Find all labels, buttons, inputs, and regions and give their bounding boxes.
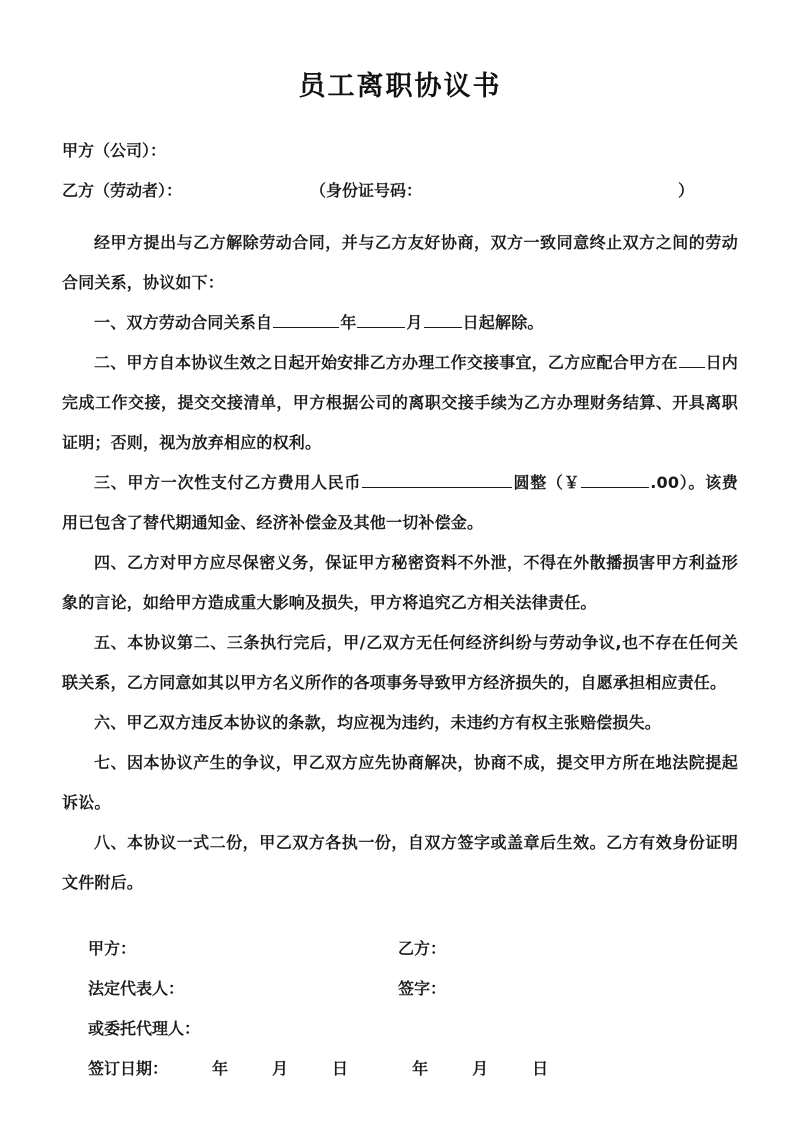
- signature-row-agent: [62, 1009, 738, 1049]
- date-a-month: 月: [272, 1059, 289, 1078]
- clause-text: .00）。该费用已包含了替代期通知金、经济补偿金及其他一切补偿金。: [62, 473, 738, 532]
- clause-text: 五、本协议第二、三条执行完后，甲/乙双方无任何经济纠纷与劳动争议,也不存在任何关联关系，乙方同意如其以甲方名义所作的各项事务导致甲方经济损失的，自愿承担相应责任。: [62, 633, 738, 692]
- signature-row-party: [62, 929, 738, 969]
- date-gap-a3: [288, 1049, 332, 1089]
- signature-block: [62, 929, 738, 1089]
- signature-row-representative: [62, 969, 738, 1009]
- date-gap-a1: [168, 1049, 212, 1089]
- clause-paragraph: [62, 543, 738, 623]
- preamble-paragraph: 经甲方提出与乙方解除劳动合同，并与乙方友好协商，双方一致同意终止双方之间的劳动合同关系，协议如下：: [62, 233, 738, 292]
- clause-paragraph: [62, 743, 738, 823]
- clause-text: 七、因本协议产生的争议，甲乙双方应先协商解决，协商不成，提交甲方所在地法院提起诉讼。: [62, 753, 738, 812]
- party-b-id-close: ）: [678, 181, 695, 200]
- signing-date-label: 签订日期：: [88, 1059, 169, 1078]
- legal-representative-label: 法定代表人：: [88, 979, 185, 998]
- party-a-label: 甲方（公司）：: [62, 141, 167, 160]
- clause-paragraph: [62, 303, 738, 343]
- date-gap-b3: [488, 1049, 532, 1089]
- signature-row-agent-right: [398, 1009, 738, 1049]
- clause-text: 年: [340, 313, 357, 332]
- party-b-label: 乙方（劳动者）：: [62, 181, 183, 200]
- clause-text: 圆整（￥: [513, 473, 581, 492]
- clause-paragraph: [62, 343, 738, 463]
- signature-party-a-label: 甲方：: [88, 939, 137, 958]
- fill-in-blank[interactable]: [581, 470, 649, 488]
- clause-text: 月: [406, 313, 423, 332]
- clause-paragraph: [62, 623, 738, 703]
- date-gap-a2: [228, 1049, 272, 1089]
- date-gap-b2: [428, 1049, 472, 1089]
- party-b-line: [62, 171, 738, 211]
- clause-text: 四、乙方对甲方应尽保密义务，保证甲方秘密资料不外泄，不得在外散播损害甲方利益形象的言论，如给甲方造成重大影响及损失，甲方将追究乙方相关法律责任。: [62, 553, 738, 612]
- signature-date-row: [62, 1049, 738, 1089]
- page-title: 员工离职协议书: [298, 71, 502, 102]
- clause-paragraph: [62, 823, 738, 903]
- employee-signature-label: 签字：: [398, 979, 447, 998]
- date-b-year: 年: [412, 1059, 429, 1078]
- clause-text: 六、甲乙双方违反本协议的条款，均应视为违约，未违约方有权主张赔偿损失。: [94, 713, 662, 732]
- clause-text: 三、甲方一次性支付乙方费用人民币: [94, 473, 362, 492]
- date-b-month: 月: [472, 1059, 489, 1078]
- fill-in-blank[interactable]: [357, 310, 405, 328]
- clause-text: 八、本协议一式二份，甲乙双方各执一份，自双方签字或盖章后生效。乙方有效身份证明文件附后。: [62, 833, 738, 892]
- clause-text: 日起解除。: [462, 313, 544, 332]
- clause-paragraph: [62, 703, 738, 743]
- party-a-line: [62, 131, 738, 171]
- clauses-container: [62, 303, 738, 903]
- party-b-id-label: （身份证号码：: [310, 181, 423, 200]
- fill-in-blank[interactable]: [273, 310, 339, 328]
- clause-text: 二、甲方自本协议生效之日起开始安排乙方办理工作交接事宜，乙方应配合甲方在: [94, 353, 678, 372]
- date-a-day: 日: [332, 1059, 349, 1078]
- parties-section: [62, 131, 738, 211]
- fill-in-blank[interactable]: [362, 470, 512, 488]
- clause-text: 一、双方劳动合同关系自: [94, 313, 273, 332]
- clause-text: 日内完成工作交接，提交交接清单，甲方根据公司的离职交接手续为乙方办理财务结算、开具离职证明；否则，视为放弃相应的权利。: [62, 353, 738, 452]
- agreement-body: [62, 223, 738, 903]
- authorized-agent-label: 或委托代理人：: [88, 1019, 201, 1038]
- clause-paragraph: [62, 463, 738, 543]
- signature-party-b-label: 乙方：: [398, 939, 447, 958]
- fill-in-blank[interactable]: [424, 310, 462, 328]
- date-a-year: 年: [212, 1059, 229, 1078]
- date-b-day: 日: [532, 1059, 549, 1078]
- fill-in-blank[interactable]: [679, 350, 705, 368]
- date-gap-b1: [348, 1049, 412, 1089]
